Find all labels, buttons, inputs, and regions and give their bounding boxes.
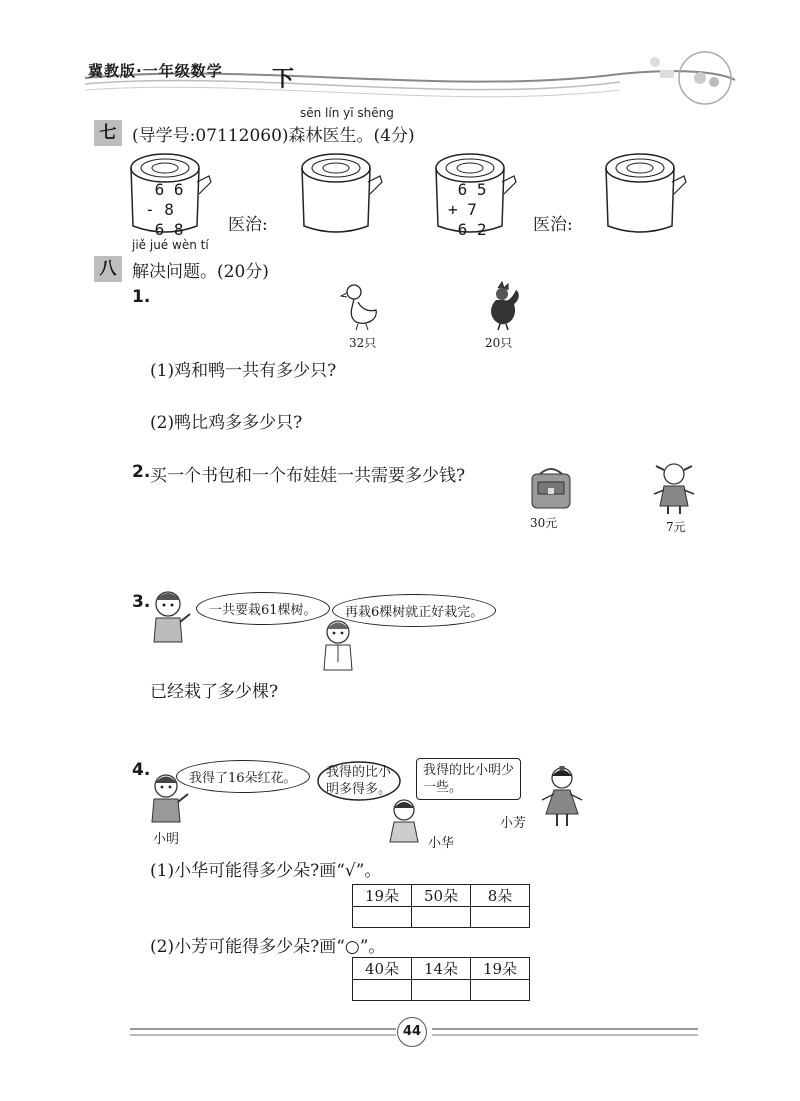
section8-title: 解决问题。(20分) (132, 262, 269, 282)
tree-stump-4 (600, 148, 690, 238)
speech-bubble-xiaohua (316, 760, 402, 802)
name-xiaoming: 小明 (153, 832, 180, 847)
q4-number: 4. (132, 760, 151, 780)
q1-number: 1. (132, 287, 151, 307)
speech-bubble-xiaoming: 我得了16朵红花。 (176, 760, 310, 793)
boy-icon (316, 618, 360, 674)
schoolbag-image (526, 466, 576, 512)
boy-icon (146, 588, 194, 648)
xiaohua-image (382, 798, 426, 846)
q1-sub1: (1)鸡和鸭一共有多少只? (150, 361, 337, 381)
duck-count: 32只 (349, 336, 377, 350)
footer-line-right-2 (432, 1034, 698, 1036)
option-cell: 19朵 (353, 885, 412, 907)
doll-image (650, 460, 698, 516)
options-table-2 (352, 957, 530, 1001)
bubble-xiaofang-line2: 一些。 (423, 780, 463, 795)
stump-3-calc: 6 5 + 7 6 2 (448, 180, 487, 239)
option-cell: 40朵 (353, 958, 412, 980)
section7-pinyin: sēn lín yī shēng (300, 106, 394, 120)
q4-sub2: (2)小芳可能得多少朵?画“○”。 (150, 937, 386, 957)
answer-cell[interactable] (412, 980, 471, 1001)
stump-icon (600, 148, 690, 238)
speech-bubble-remaining: 再栽6棵树就正好栽完。 (332, 594, 496, 627)
stump-icon (296, 148, 386, 238)
boy-image-1 (146, 588, 194, 648)
girl-icon (382, 798, 426, 846)
option-cell: 19朵 (471, 958, 530, 980)
duck-image (340, 282, 382, 332)
girl-icon (540, 766, 584, 828)
q4-sub1: (1)小华可能得多少朵?画“√”。 (150, 861, 382, 881)
q3-number: 3. (132, 592, 151, 612)
cure-label-2: 医治: (533, 215, 573, 235)
section8-label: 八 (94, 256, 122, 282)
xiaofang-image (540, 766, 584, 828)
speech-bubble-total: 一共要栽61棵树。 (196, 592, 330, 625)
boy-image-2 (316, 618, 360, 674)
q1-sub2: (2)鸭比鸡多多少只? (150, 413, 303, 433)
bubble-xiaohua-line2: 明多得多。 (326, 782, 392, 797)
answer-cell[interactable] (353, 907, 412, 928)
footer-line-left-2 (130, 1034, 396, 1036)
tree-stump-2 (296, 148, 386, 238)
answer-cell[interactable] (412, 907, 471, 928)
header-decoration (0, 0, 800, 110)
answer-cell[interactable] (471, 907, 530, 928)
section7-title: (导学号:07112060)森林医生。(4分) (132, 126, 415, 146)
name-xiaofang: 小芳 (500, 816, 527, 831)
answer-cell[interactable] (471, 980, 530, 1001)
rooster-image (478, 280, 522, 332)
answer-cell[interactable] (353, 980, 412, 1001)
name-xiaohua: 小华 (428, 836, 455, 851)
bag-price: 30元 (530, 516, 558, 530)
bubble-xiaohua-line1: 我得的比小 (326, 765, 392, 780)
section7-label: 七 (94, 120, 122, 146)
footer-line-left (130, 1028, 396, 1030)
page-header (0, 0, 800, 110)
rooster-count: 20只 (485, 336, 513, 350)
option-cell: 8朵 (471, 885, 530, 907)
speech-bubble-xiaofang (416, 758, 521, 800)
header-volume: 下 (272, 66, 295, 92)
doll-price: 7元 (666, 520, 686, 534)
footer-line-right (432, 1028, 698, 1030)
doll-icon (650, 460, 698, 516)
rooster-icon (478, 280, 522, 332)
duck-icon (340, 282, 382, 332)
options-table-1 (352, 884, 530, 928)
q2-number: 2. (132, 462, 151, 482)
section8-pinyin: jiě jué wèn tí (132, 238, 209, 252)
q2-text: 买一个书包和一个布娃娃一共需要多少钱? (150, 466, 466, 486)
option-cell: 50朵 (412, 885, 471, 907)
schoolbag-icon (526, 466, 576, 512)
stump-1-calc: 6 6 - 8 6 8 (145, 180, 184, 239)
option-cell: 14朵 (412, 958, 471, 980)
header-title: 冀教版·一年级数学 (88, 62, 223, 80)
bubble-xiaofang-line1: 我得的比小明少 (423, 763, 515, 778)
cure-label-1: 医治: (228, 215, 268, 235)
page-number: 44 (397, 1017, 427, 1047)
q3-question: 已经栽了多少棵? (150, 682, 279, 702)
